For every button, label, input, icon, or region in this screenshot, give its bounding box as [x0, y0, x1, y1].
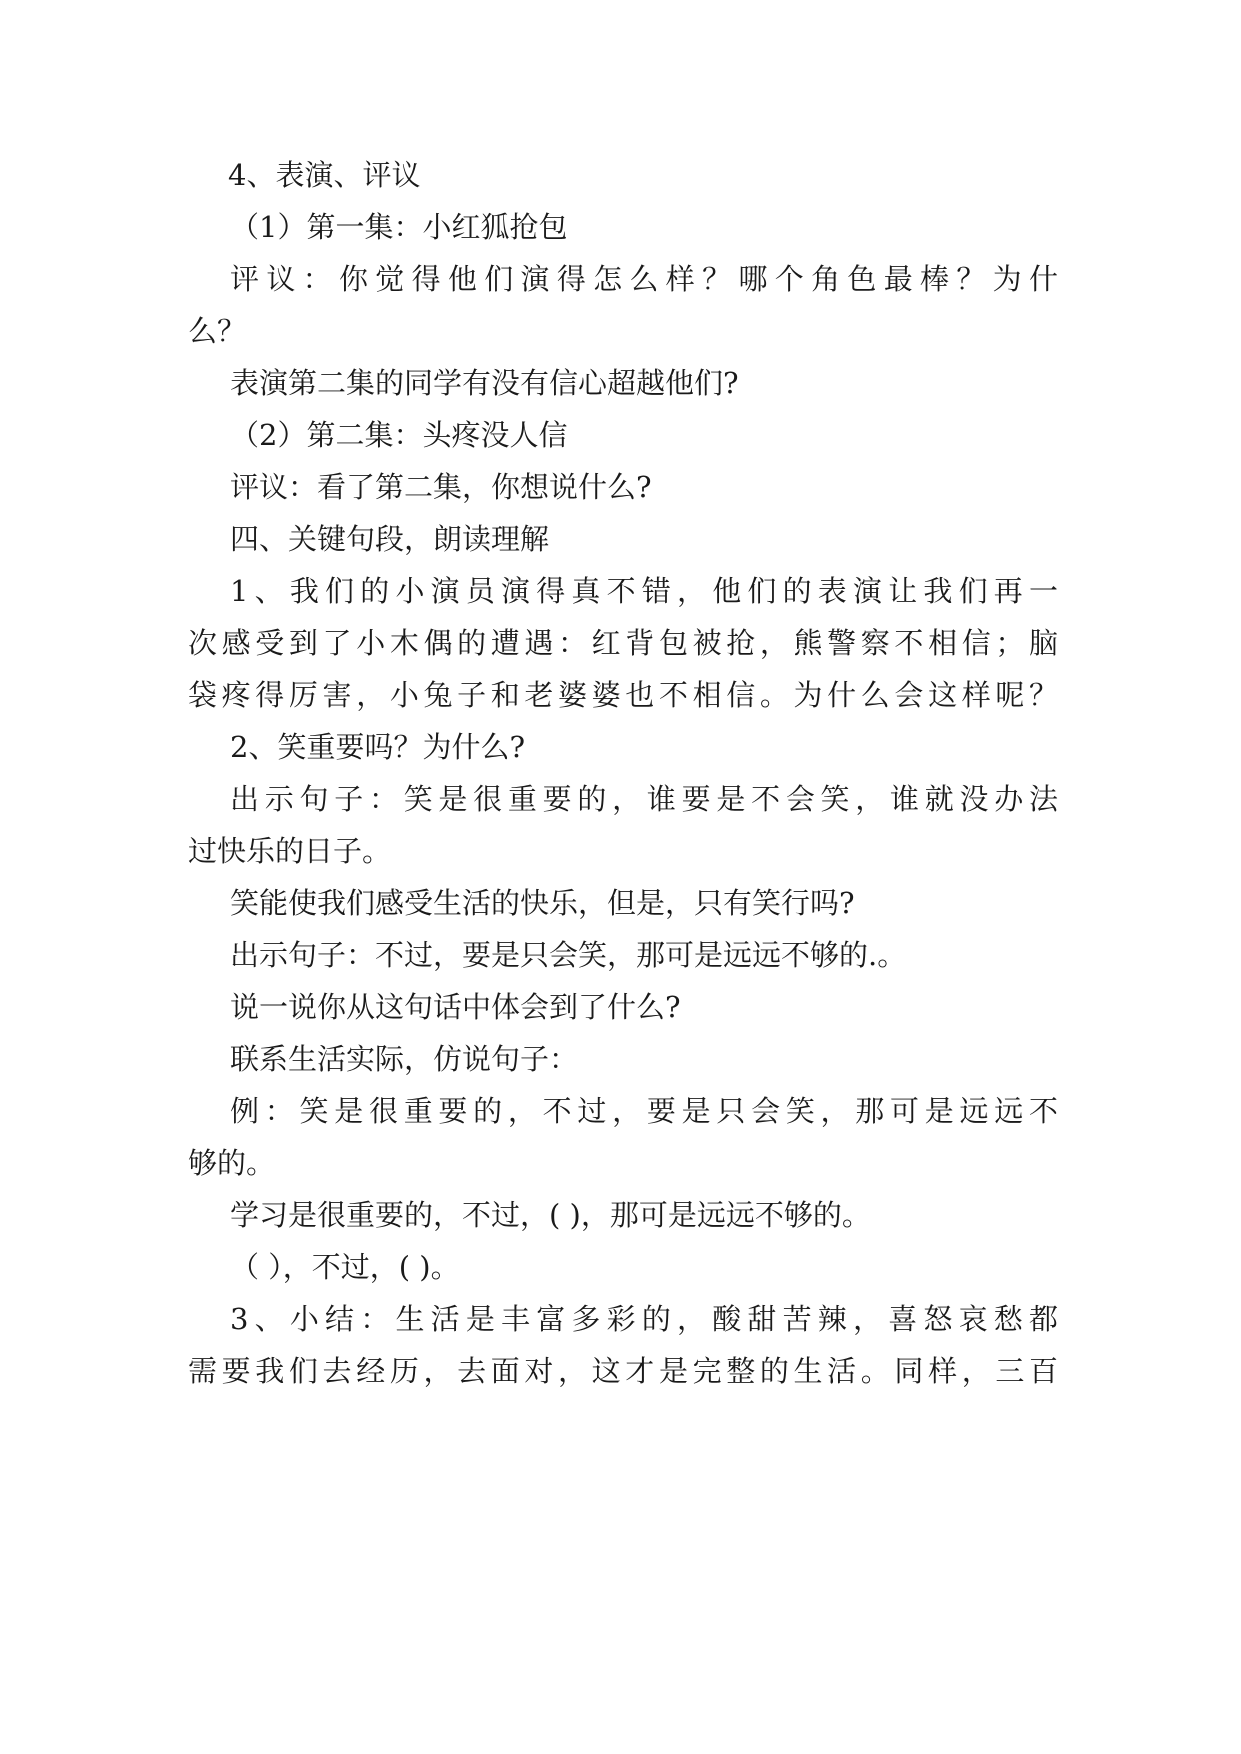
- sentence-display-one-continued: 过快乐的日子。: [188, 834, 392, 868]
- sentence-display-one: 出示句子：笑是很重要的，谁要是不会笑，谁就没办法: [230, 782, 1058, 816]
- episode-two-title: （2）第二集：头疼没人信: [230, 418, 568, 452]
- episode-two-prompt: 表演第二集的同学有没有信心超越他们?: [230, 366, 739, 400]
- discussion-prompt: 说一说你从这句话中体会到了什么?: [230, 990, 681, 1024]
- paragraph-one-line-3: 袋疼得厉害，小兔子和老婆婆也不相信。为什么会这样呢？: [188, 678, 1058, 712]
- review-question-one: 评议：你觉得他们演得怎么样？哪个角色最棒？为什: [230, 262, 1058, 296]
- episode-one-title: （1）第一集：小红狐抢包: [230, 210, 568, 244]
- summary-line-2: 需要我们去经历，去面对，这才是完整的生活。同样，三百: [188, 1354, 1058, 1388]
- section-four-heading: 四、关键句段，朗读理解: [230, 522, 550, 556]
- imitation-instruction: 联系生活实际，仿说句子：: [230, 1042, 579, 1076]
- paragraph-one-line-1: 1、我们的小演员演得真不错，他们的表演让我们再一: [230, 574, 1058, 608]
- summary-line-1: 3、小结：生活是丰富多彩的，酸甜苦辣，喜怒哀愁都: [230, 1302, 1058, 1336]
- sentence-display-two: 出示句子：不过，要是只会笑，那可是远远不够的.。: [230, 938, 907, 972]
- paragraph-one-line-2: 次感受到了小木偶的遭遇：红背包被抢，熊警察不相信；脑: [188, 626, 1058, 660]
- fill-in-sentence-one: 学习是很重要的，不过，( )，那可是远远不够的。: [230, 1198, 871, 1232]
- review-question-two: 评议：看了第二集，你想说什么?: [230, 470, 652, 504]
- review-question-one-continued: 么？: [188, 314, 247, 348]
- question-smile-important: 2、笑重要吗？为什么?: [230, 730, 525, 764]
- question-only-smile: 笑能使我们感受生活的快乐，但是，只有笑行吗?: [230, 886, 855, 920]
- fill-in-sentence-two: （ ），不过，( )。: [230, 1250, 460, 1284]
- heading-performance-review: 4、表演、评议: [228, 158, 421, 192]
- example-sentence-continued: 够的。: [188, 1146, 276, 1180]
- example-sentence: 例：笑是很重要的，不过，要是只会笑，那可是远远不: [230, 1094, 1058, 1128]
